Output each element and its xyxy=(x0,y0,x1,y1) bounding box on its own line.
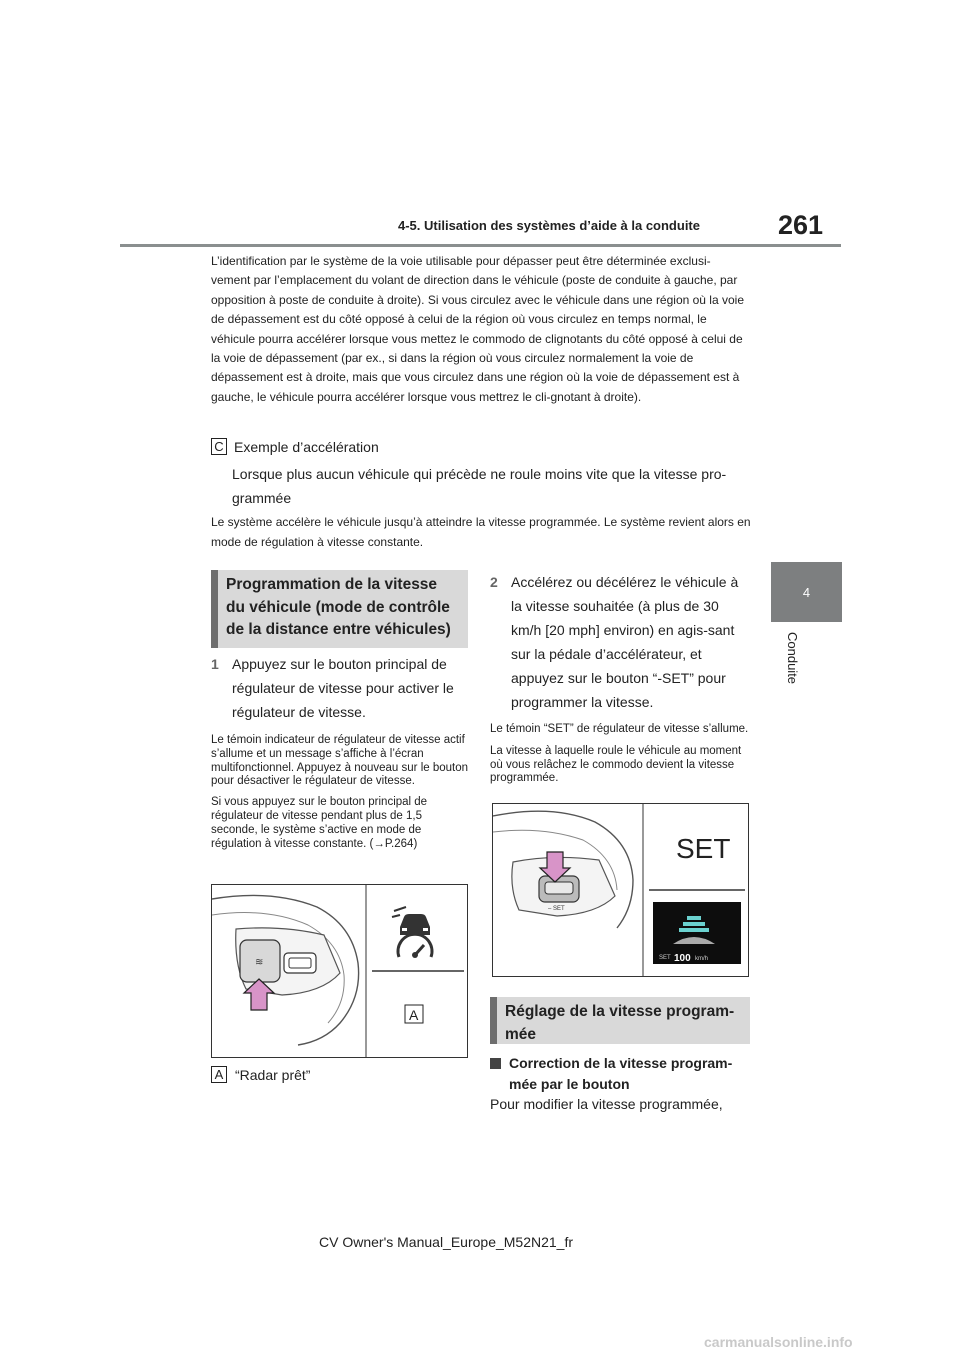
step-number: 1 xyxy=(211,656,219,672)
note-set-speed: La vitesse à laquelle roule le véhicule au moment où vous relâchez le commodo devient la vitesse programmée. xyxy=(490,744,742,785)
step-1 xyxy=(211,652,468,724)
chapter-number: 4 xyxy=(802,584,811,600)
caption-text: “Radar prêt” xyxy=(235,1066,311,1083)
subheading-correction xyxy=(490,1053,750,1095)
adjust-text: Pour modifier la vitesse programmée, xyxy=(490,1096,723,1112)
step-text: Appuyez sur le bouton principal de régulateur de vitesse pour activer le régulateur de vitesse. xyxy=(232,656,454,720)
step-2 xyxy=(490,570,750,714)
set-display-text: SET xyxy=(676,833,731,864)
step-number: 2 xyxy=(490,574,498,590)
note-set-indicator: Le témoin “SET” de régulateur de vitesse s’allume. xyxy=(490,723,749,735)
display-speed: 100 xyxy=(674,953,691,964)
chapter-tab xyxy=(771,562,842,622)
header-divider xyxy=(120,244,841,247)
section-heading-programming: Programmation de la vitesse du véhicule (mode de contrôle de la distance entre véhicules) xyxy=(211,570,468,648)
steering-wheel-illustration xyxy=(212,885,467,1057)
step-text: Accélérez ou décélérez le véhicule à la vitesse souhaitée (à plus de 30 km/h [20 mph] environ) en agis-sant sur la pédale d’accélérateur, et appuyez sur le bouton “-SET” pour programmer la vitesse. xyxy=(511,574,739,710)
step-1-block xyxy=(211,652,468,851)
display-small-set: SET xyxy=(659,955,671,961)
radar-cruise-icon xyxy=(392,907,432,958)
intro-paragraph: L’identification par le système de la voie utilisable pour dépasser peut être déterminée exclusi-vement par l’emplacement du volant de direction dans le véhicule (poste de conduite à gauche, par opposition à poste de conduite à droite). Si vous circulez avec le véhicule dans une région où la voie de dépassement est du côté opposé à celui de la région où vous circulez en temps normal, le véhicule pourra accélérer lorsque vous mettez le commodo de clignotants du côté opposé à celui de la voie de dépassement (par ex., si dans la région où vous circulez normalement la voie de dépassement est à droite, mais que vous circulez dans une région où la voie de dépassement est à gauche, le véhicule pourra accélérer lorsque vous mettrez le cli-gnotant à droite). xyxy=(211,254,744,404)
section-title: 4-5. Utilisation des systèmes d’aide à la conduite xyxy=(398,218,700,233)
watermark: carmanualsonline.info xyxy=(704,1334,853,1350)
display-unit: km/h xyxy=(695,956,709,962)
figure-steering-set xyxy=(492,803,749,977)
note-indicator: Le témoin indicateur de régulateur de vitesse actif s’allume et un message s’affiche à l’écran multifonctionnel. Appuyez à nouveau sur le bouton pour désactiver le régulateur de vitesse. xyxy=(211,734,469,788)
subheading-text: Correction de la vitesse program-mée par le bouton xyxy=(509,1055,733,1092)
example-c-description: Le système accélère le véhicule jusqu’à atteindre la vitesse programmée. Le système revient alors en mode de régulation à vitesse constante. xyxy=(211,515,751,549)
example-c-title: Exemple d’accélération xyxy=(234,438,379,455)
chapter-label-container xyxy=(782,632,802,692)
label-tag-a: A xyxy=(211,1066,227,1083)
page-number: 261 xyxy=(778,210,824,240)
example-c-condition: Lorsque plus aucun véhicule qui précède ne roule moins vite que la vitesse pro-grammée xyxy=(232,466,727,506)
section-heading-adjust: Réglage de la vitesse program-mée xyxy=(490,997,750,1044)
step-2-block xyxy=(490,570,750,786)
figure-steering-radar-ready xyxy=(211,884,468,1058)
note-long-press: Si vous appuyez sur le bouton principal de régulateur de vitesse pendant plus de 1,5 seconde, le système s’active en mode de régulation à vitesse constante. (→P.264) xyxy=(211,796,428,850)
figure-caption xyxy=(211,1066,310,1083)
svg-text:≋: ≋ xyxy=(255,957,264,968)
footer-manual-id: CV Owner's Manual_Europe_M52N21_fr xyxy=(319,1234,574,1250)
chapter-label: Conduite xyxy=(785,632,800,685)
bullet-square-icon xyxy=(490,1058,501,1069)
steering-wheel-set-illustration xyxy=(493,804,748,976)
label-tag-c: C xyxy=(211,438,227,455)
figure-tag-a: A xyxy=(409,1007,419,1023)
example-c-row xyxy=(211,438,379,455)
set-button-label: – SET xyxy=(548,906,565,912)
